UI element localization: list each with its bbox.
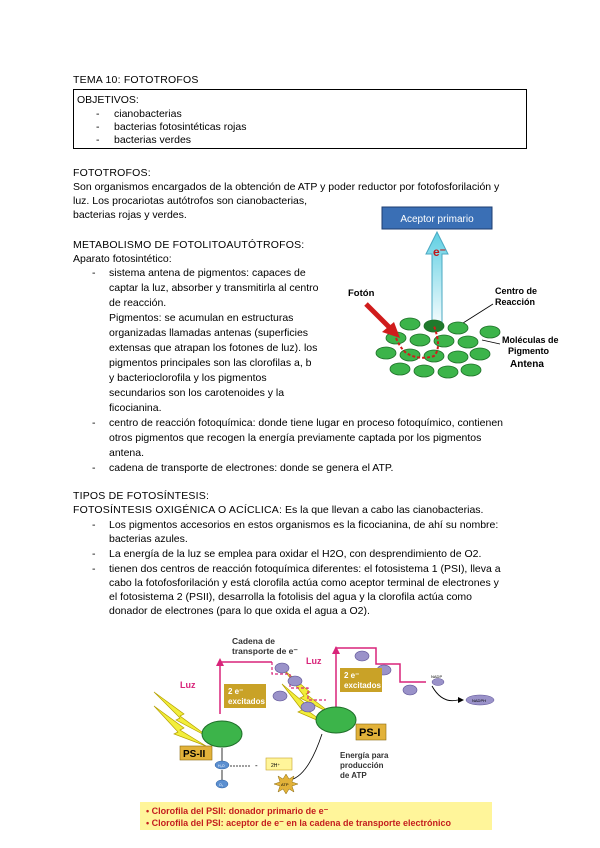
excited-left-2: excitados [228, 697, 265, 706]
list-line: sistema antena de pigmentos: capaces de [109, 267, 306, 279]
cadena-label-2: transporte de e⁻ [232, 646, 298, 656]
psii-label: PS-II [183, 749, 206, 760]
twoh-label: 2H⁺ [271, 763, 281, 769]
foton-label: Fotón [348, 288, 375, 299]
psi-sphere [316, 707, 356, 733]
paragraph-line: Son organismos encargados de la obtención de ATP y poder reductor por fotofosforilación y [73, 181, 500, 193]
bullet-dash: - [92, 548, 96, 560]
lightning-left [154, 692, 210, 746]
list-line: Los pigmentos accesorios en estos organismos es la ficocianina, de ahí su nombre: [109, 519, 499, 531]
psii-sphere [202, 721, 242, 747]
list-line: cadena de transporte de electrones: donde se genera el ATP. [109, 462, 394, 474]
antenna-diagram [330, 204, 570, 384]
list-line: de reacción. [109, 297, 167, 309]
excited-left-1: 2 e⁻ [228, 687, 244, 696]
h2o-label: H₂O [218, 764, 225, 768]
list-line: organizadas llamadas antenas (superficies [109, 327, 309, 339]
cadena-label-1: Cadena de [232, 636, 275, 646]
bullet-dash: - [92, 267, 96, 279]
list-line: y bacterioclorofila y los pigmentos [109, 372, 267, 384]
subheading-oxigenica: FOTOSÍNTESIS OXIGÉNICA O ACÍCLICA: Es la que llevan a cabo las cianobacterias. [73, 504, 484, 516]
energia-label-1: Energía para [340, 751, 389, 760]
centro-label-2: Reacción [495, 297, 536, 307]
centro-label-1: Centro de [495, 286, 538, 296]
bullet-dash: - [92, 462, 96, 474]
list-line: secundarios son los carotenoides y la [109, 387, 285, 399]
subheading-aparato: Aparato fotosintético: [73, 253, 172, 265]
list-line: donador de electrones (para lo que oxida el agua a O2). [109, 605, 370, 617]
list-line: el fotosistema 2 (PSII), desarrolla la fotolisis del agua y la clorofila actúa como [109, 591, 473, 603]
list-line: Pigmentos: se acumulan en estructuras [109, 312, 294, 324]
note-line-2: • Clorofila del PSI: aceptor de e⁻ en la cadena de transporte electrónico [146, 818, 451, 828]
nadph-label: NADPH [472, 698, 487, 703]
paragraph-line: luz. Los procariotas autótrofos son cianobacterias, [73, 195, 308, 207]
acceptor-label: Aceptor primario [400, 214, 474, 225]
list-line: captar la luz, absorber y transmitirla al centro [109, 282, 319, 294]
excited-right-1: 2 e⁻ [344, 671, 360, 680]
paragraph-line: bacterias rojas y verdes. [73, 209, 187, 221]
svg-text:-: - [255, 761, 258, 770]
section-heading-fototrofos: FOTOTROFOS: [73, 167, 151, 179]
list-line: otros pigmentos que recogen la energía previamente captada por los pigmentos [109, 432, 482, 444]
antena-label: Antena [510, 359, 544, 370]
list-line: La energía de la luz se emplea para oxidar el H2O, con desprendimiento de O2. [109, 548, 482, 560]
energia-label-3: de ATP [340, 771, 367, 780]
objectives-label: OBJETIVOS: [77, 94, 139, 106]
list-line: extensas que atrapan los fotones de luz). los [109, 342, 318, 354]
luz-right-label: Luz [306, 656, 322, 666]
bullet-dash: - [92, 519, 96, 531]
list-line: centro de reacción fotoquímica: donde tiene lugar en proceso fotoquímico, contienen [109, 417, 504, 429]
bullet-dash: - [92, 563, 96, 575]
list-line: pigmentos principales son las clorofilas a, b [109, 357, 312, 369]
molecule-label-2: Pigmento [508, 346, 550, 356]
list-line: bacterias azules. [109, 533, 188, 545]
note-line-1: • Clorofila del PSII: donador primario de e⁻ [146, 806, 329, 816]
section-heading-metabolismo: METABOLISMO DE FOTOLITOAUTÓTROFOS: [73, 239, 305, 251]
o2-label: O₂ [219, 783, 224, 787]
z-scheme-diagram [140, 634, 500, 834]
bullet-dash: - [92, 417, 96, 429]
section-heading-tipos: TIPOS DE FOTOSÍNTESIS: [73, 490, 210, 502]
atp-label: ATP [281, 782, 289, 787]
electron-label: e⁻ [433, 245, 447, 259]
list-line: ficocianina. [109, 402, 162, 414]
energia-label-2: producción [340, 761, 384, 770]
nadp-label: NADP [431, 674, 443, 679]
luz-left-label: Luz [180, 680, 196, 690]
page-title: TEMA 10: FOTOTROFOS [73, 74, 199, 86]
list-line: tienen dos centros de reacción fotoquímica diferentes: el fotosistema 1 (PSI), lleva a [109, 563, 501, 575]
objectives-box: OBJETIVOS: - cianobacterias - bacterias fotosintéticas rojas - bacterias verdes [73, 89, 527, 149]
excited-right-2: excitados [344, 681, 381, 690]
list-line: cabo la fotofosforilación y está clorofila actúa como aceptor terminal de electrones y [109, 577, 499, 589]
molecule-label-1: Moléculas de [502, 335, 559, 345]
photon-arrow [366, 304, 392, 330]
psi-label: PS-I [359, 727, 381, 739]
list-line: antena. [109, 447, 145, 459]
